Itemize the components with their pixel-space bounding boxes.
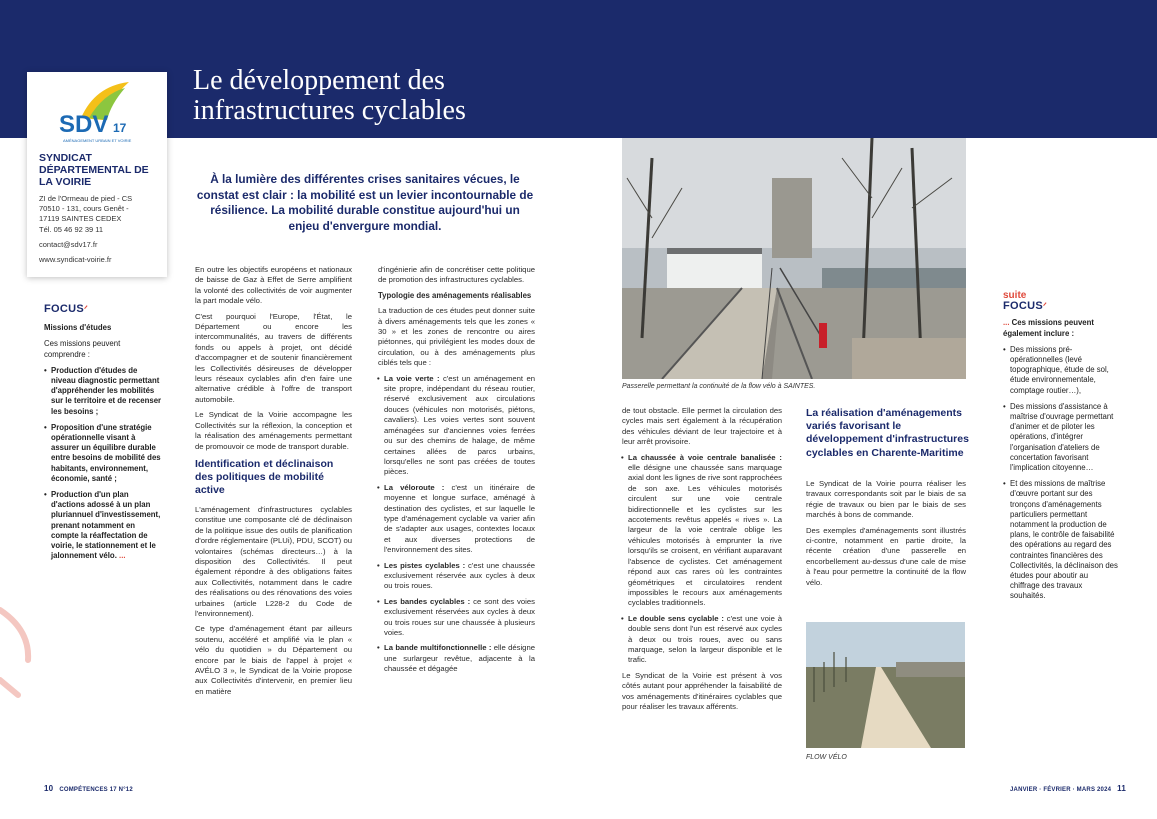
phone: Tél. 05 46 92 39 11	[39, 224, 104, 234]
focus-list	[44, 366, 162, 562]
focus-intro: Ces missions peuvent comprendre :	[44, 339, 121, 359]
paragraph: La traduction de ces études peut donner suite à divers aménagements tels que les zones « 30 » et les zones de rencontre ou aires piétonnes, qui privilégient les modes doux de circulation, ou à des aménagements plus ciblés tels que :	[378, 306, 535, 368]
spark-icon: ᐟ	[84, 304, 88, 314]
list-item: • La voie verte : c'est un aménagement en site propre, indépendant du réseau routier, réservé exclusivement aux circulations douces (véhicules non motorisés, piétons, cavaliers). Les voies vertes sont souvent aménagées sur d'anciennes voies ferrées ou sur des chemins de halage, de même certaines allées de parcs urbains, lorsqu'elles ne sont pas créées de toutes pièces.	[378, 374, 535, 478]
org-card	[27, 72, 167, 277]
logo-text: SDV	[59, 111, 109, 138]
spark-icon: ᐟ	[1043, 301, 1047, 312]
paragraph: Le Syndicat de la Voirie pourra réaliser les travaux correspondants soit par le biais de sa régie de travaux ou bien par le biais de ses marchés à bons de commande.	[806, 479, 966, 520]
photo-caption: Passerelle permettant la continuité de la flow vélo à SAINTES.	[622, 383, 816, 390]
title-line-1: Le développement des	[193, 65, 445, 96]
ellipsis: ...	[119, 551, 126, 561]
list-item: • La véloroute : c'est un itinéraire de moyenne et longue surface, aménagé à destination des cyclistes, et sur laquelle le type d'aménagement cyclable va varier afin de s'adapter aux usages, contextes locaux et aux diverses protections de l'environnement des sites.	[378, 483, 535, 556]
sdv17-logo	[55, 80, 139, 146]
focus-suite-label: suite	[1003, 290, 1027, 301]
focus-box-right	[1003, 291, 1119, 608]
header-banner	[0, 0, 1157, 138]
focus-box-left	[44, 304, 162, 567]
footbridge-photo	[622, 138, 966, 379]
logo-number: 17	[113, 121, 127, 135]
list-item: • Les bandes cyclables : ce sont des voies exclusivement réservées aux cycles à deux ou trois roues sur une chaussée à plusieurs voies.	[378, 597, 535, 639]
org-name-line: DÉPARTEMENTAL DE	[39, 164, 149, 176]
focus-item: • Proposition d'une stratégie opérationnelle visant à assurer un équilibre durable entre besoins de mobilité des habitants, environnement, économie, santé ;	[44, 423, 162, 484]
list-item: • La bande multifonctionnelle : elle désigne une surlargeur revêtue, adjacente à la chaussée et dégagée	[378, 643, 535, 674]
paragraph: Des exemples d'aménagements sont illustrés ci-contre, notamment en partie droite, la récente création d'une passerelle en encorbellement au-dessus d'une cale de mise à l'eau pour permettre la continuité de la flow vélo.	[806, 525, 966, 587]
page-title	[193, 66, 466, 126]
address-line: ZI de l'Ormeau de pied - CS	[39, 194, 133, 203]
typology-list-cont	[622, 453, 782, 666]
footer-right	[1010, 784, 1126, 793]
paragraph: de tout obstacle. Elle permet la circulation des cycles mais sert également à la récupération des véhicules déviant de leur trajectoire et à leur arrêt provisoire.	[622, 406, 782, 447]
paragraph: Le Syndicat de la Voirie accompagne les Collectivités sur la réflexion, la conception et la réalisation des aménagements permettant de promouvoir ce mode de transport durable.	[195, 410, 352, 451]
address-line: 70510 - 131, cours Genêt -	[39, 204, 129, 214]
typology-list	[378, 374, 535, 675]
paragraph: Le Syndicat de la Voirie est présent à vos côtés autant pour appréhender la faisabilité de vos aménagements d'itinéraires cyclables que pour réaliser les travaux afférents.	[622, 670, 782, 711]
focus-title: FOCUS	[44, 303, 84, 315]
paragraph: d'ingénierie afin de concrétiser cette politique de promotion des infrastructures cyclables.	[378, 265, 535, 285]
list-item: • La chaussée à voie centrale banalisée : elle désigne une chaussée sans marquage axial dont les lignes de rive sont rapprochées de son axe. Les véhicules motorisés circulent sur une voie centrale bidirectionnelle et les cyclistes sur les accotements revêtus appelés « rives ». La largeur de la voie centrale oblige les véhicules motorisés à emprunter la rive lorsqu'ils se croisent, en vérifiant auparavant l'absence de cyclistes. Cet aménagement répond aux cas rares où les contraintes géométriques et circulatoires rendent impossibles le recours aux aménagements cyclables traditionnels.	[622, 453, 782, 609]
lead-paragraph: À la lumière des différentes crises sanitaires vécues, le constat est clair : la mobilité est un levier incontournable de résilience. La mobilité durable constitue aujourd'hui un enjeu d'envergure mondial.	[196, 172, 534, 233]
paragraph: En outre les objectifs européens et nationaux de baisse de Gaz à Effet de Serre amplifient la volonté des collectivités de voir augmenter la part modale vélo.	[195, 265, 352, 306]
paragraph: L'aménagement d'infrastructures cyclables constitue une composante clé de déclinaison de la politique issue des outils de planification d'ordre réglementaire (PLUi), PDU, SCOT) ou volontaires (schémas directeurs…) à la disposition des Collectivités. Il peut également répondre à des obligations faites aux Collectivités, notamment dans le cadre des réalisations ou des rénovations des voies urbaines (article L228-2 du Code de l'environnement).	[195, 504, 352, 618]
text-column-3	[622, 406, 782, 717]
website-link[interactable]: www.syndicat-voirie.fr	[39, 255, 112, 265]
focus-item: • Des missions d'assistance à maîtrise d'ouvrage permettant d'animer et de piloter les opérations, d'intégrer l'organisation d'ateliers de concertation favorisant l'implication citoyenne…	[1003, 402, 1119, 473]
section-heading: Identification et déclinaison des politiques de mobilité active	[195, 457, 334, 496]
photo-caption: FLOW VÉLO	[806, 754, 847, 761]
focus-subtitle: Missions d'études	[44, 323, 112, 333]
subheading: Typologie des aménagements réalisables	[378, 290, 532, 300]
text-column-4	[806, 479, 966, 593]
focus-item: • Et des missions de maîtrise d'œuvre portant sur des tronçons d'aménagements particuliers permettant notamment la production de plans, le contrôle de faisabilité des opérations au regard des contraintes financières des Collectivités, la déclinaison des études pour aboutir au chiffrage des travaux souhaités.	[1003, 479, 1119, 601]
focus-item: • Production d'études de niveau diagnostic permettant d'appréhender les mobilités sur le territoire et de recenser les besoins ;	[44, 366, 162, 417]
focus-intro: ... Ces missions peuvent également inclure :	[1003, 318, 1094, 338]
text-column-1	[195, 265, 352, 702]
list-item: • Le double sens cyclable : c'est une voie à double sens dont l'un est réservé aux cycles à deux ou trois roues, avec ou sans marquage, selon la largeur disponible et le trafic.	[622, 614, 782, 666]
logo-tagline: AMÉNAGEMENT URBAIN ET VOIRIE	[63, 138, 132, 143]
issue-date: JANVIER · FÉVRIER · MARS 2024	[1010, 787, 1112, 793]
section-heading-right: La réalisation d'aménagements variés favorisant le développement d'infrastructures cyclables en Charente-Maritime	[806, 407, 969, 459]
text-column-2	[378, 265, 535, 680]
email-link[interactable]: contact@sdv17.fr	[39, 239, 98, 249]
decorative-arc	[0, 600, 40, 720]
magazine-issue: COMPÉTENCES 17 N°12	[59, 787, 133, 793]
flow-velo-photo	[806, 622, 965, 748]
org-name-line: LA VOIRIE	[39, 176, 92, 188]
org-name-line: SYNDICAT	[39, 152, 92, 164]
address-line: 17119 SAINTES CEDEX	[39, 214, 122, 224]
focus-title: FOCUS	[1003, 300, 1043, 313]
paragraph: C'est pourquoi l'Europe, l'État, le Département ou encore les intercommunalités, au travers de différents fonds ou appels à projet, ont décidé d'accompagner et de soutenir financièrement les Collectivités désireuses de développer leurs réseaux cyclables afin d'en faire une alternative crédible à l'offre de transport automobile.	[195, 311, 352, 404]
focus-list	[1003, 345, 1119, 602]
org-contact	[39, 194, 165, 265]
footer-left	[44, 784, 133, 793]
focus-item: • Production d'un plan d'actions adossé à un plan pluriannuel d'investissement, prenant notamment en compte la réaffectation de voirie, le stationnement et le jalonnement vélo. ...	[44, 490, 162, 561]
page-number: 11	[1117, 784, 1127, 793]
title-line-2: infrastructures cyclables	[193, 95, 466, 126]
paragraph: Ce type d'aménagement étant par ailleurs soutenu, accéléré et amplifié via le plan « vélo du quotidien » du Département ou encore par le biais de l'appel à projet « AVÉLO 3 », le Syndicat de la Voirie propose aux Collectivités d'intervenir, en premier lieu en matière	[195, 624, 352, 696]
org-name	[39, 152, 163, 188]
focus-item: • Des missions pré-opérationnelles (levé topographique, étude de sol, étude environnementale, comptage routier…),	[1003, 345, 1119, 396]
list-item: • Les pistes cyclables : c'est une chaussée exclusivement réservée aux cycles à deux ou trois roues.	[378, 561, 535, 592]
page-number: 10	[44, 784, 54, 793]
